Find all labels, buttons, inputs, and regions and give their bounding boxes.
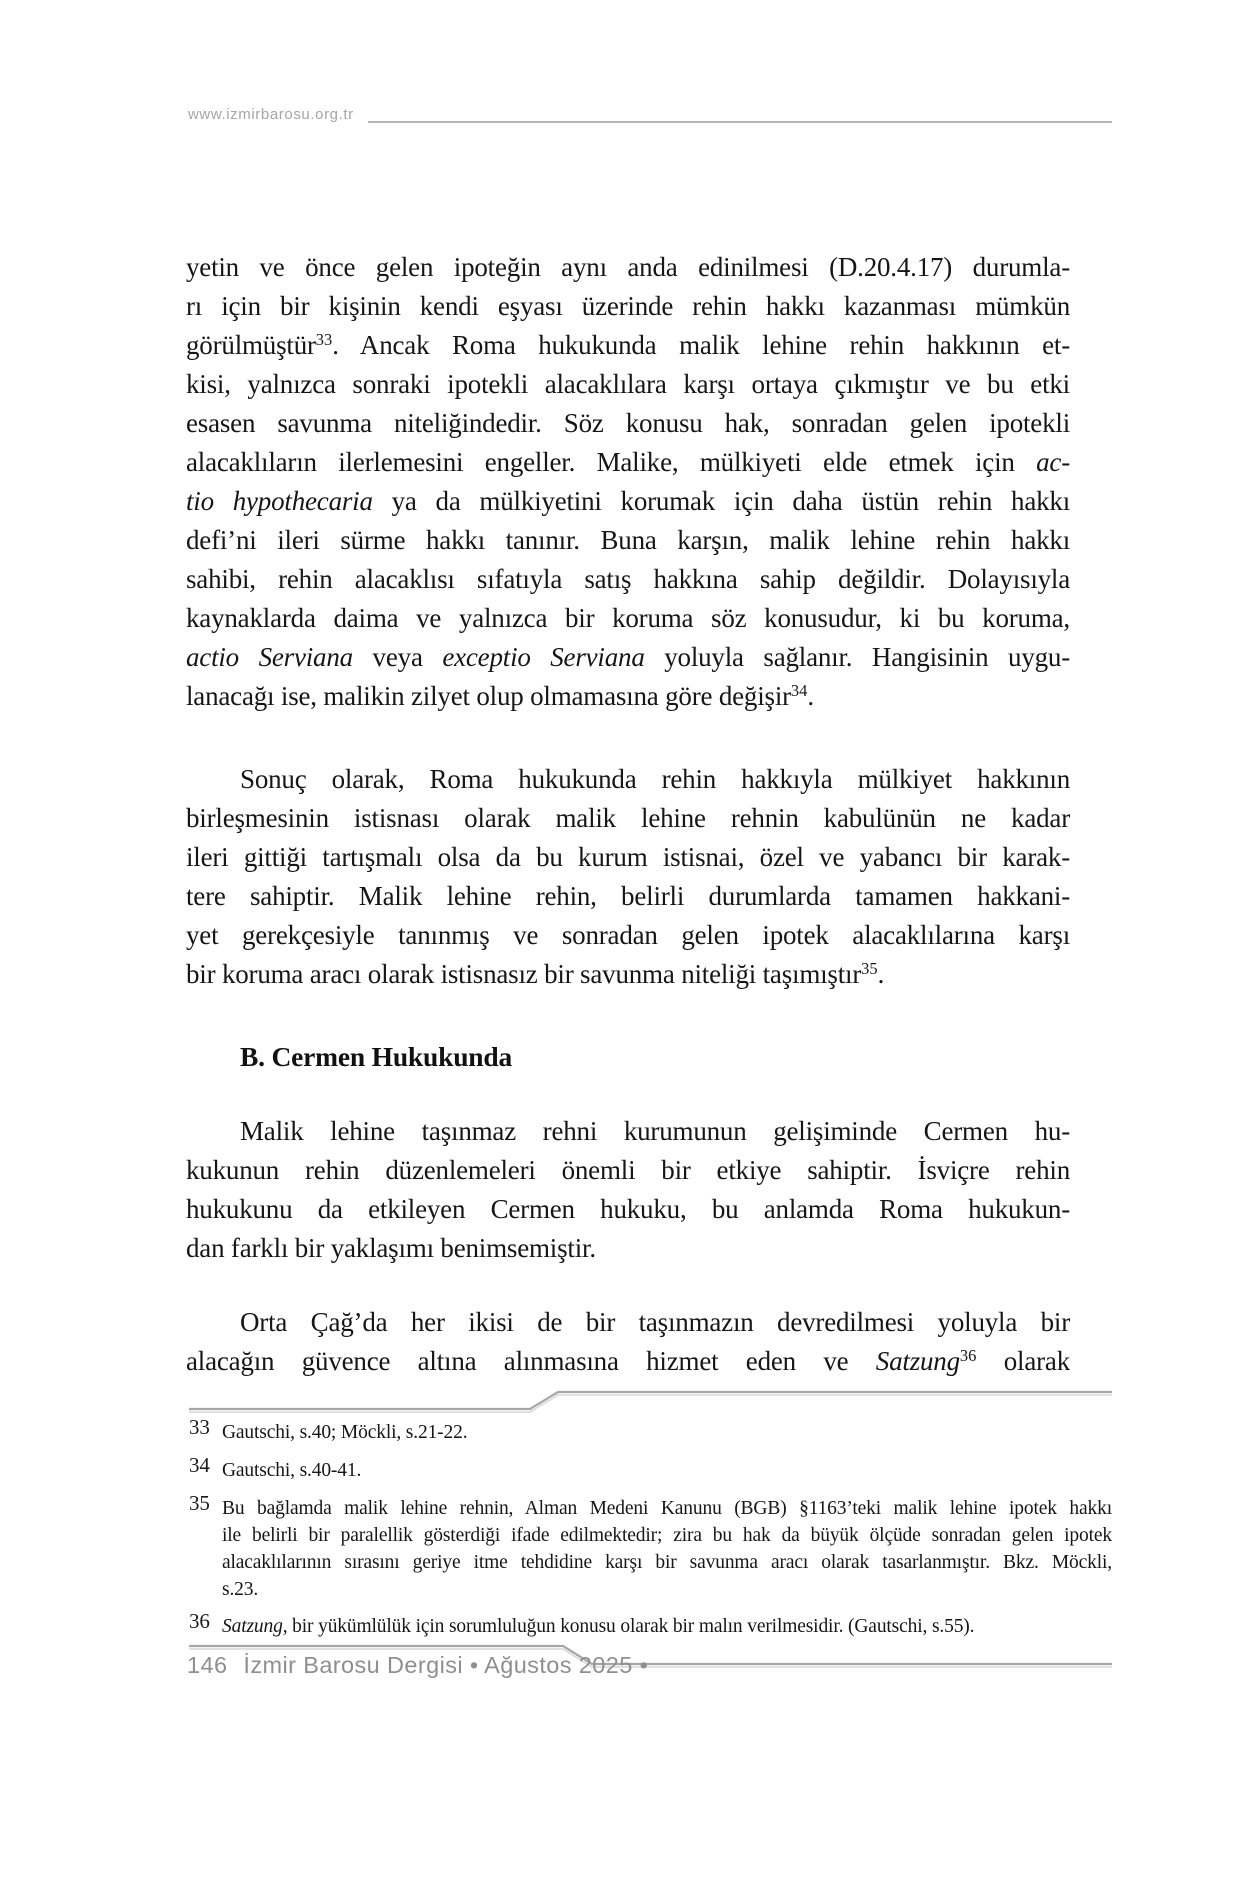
footnote-36 xyxy=(189,1609,1112,1640)
text-run: defi’ni ileri sürme hakkı tanınır. Buna karşın, malik lehine rehin hakkı xyxy=(186,525,1070,555)
text-line xyxy=(186,326,1070,365)
footnote-ref: 34 xyxy=(790,681,808,701)
text-line xyxy=(186,248,1070,287)
page-number: 146 xyxy=(187,1652,228,1678)
text-run: veya xyxy=(352,642,443,672)
text-line xyxy=(186,638,1070,677)
text-line xyxy=(186,1151,1070,1190)
text-line xyxy=(186,1190,1070,1229)
text-run: yet gerekçesiyle tanınmış ve sonradan gelen ipotek alacaklılarına karşı xyxy=(186,920,1070,950)
footnote-divider-echo xyxy=(189,1395,1112,1412)
text-line xyxy=(186,482,1070,521)
text-run: Gautschi, s.40; Möckli, s.21-22. xyxy=(222,1422,468,1443)
text-run: . xyxy=(807,681,814,711)
text-run: görülmüştür xyxy=(186,330,316,360)
text-line xyxy=(222,1549,1112,1576)
text-run: lanacağı ise, malikin zilyet olup olmamasına göre değişir xyxy=(186,681,791,711)
text-run: alacağın güvence altına alınmasına hizmet eden ve xyxy=(186,1346,876,1376)
text-run: hukukunu da etkileyen Cermen hukuku, bu anlamda Roma hukukun- xyxy=(186,1194,1070,1224)
text-line xyxy=(186,404,1070,443)
footnote-35 xyxy=(189,1491,1112,1603)
text-line xyxy=(186,560,1070,599)
header-rule xyxy=(368,121,1112,123)
footnote-text xyxy=(222,1495,1112,1603)
footnote-divider-line xyxy=(189,1392,1112,1409)
italic-run: ac- xyxy=(1036,447,1070,477)
text-line xyxy=(186,760,1070,799)
footnote-text xyxy=(222,1613,1112,1640)
italic-run: Satzung, xyxy=(222,1616,288,1637)
text-run: . Ancak Roma hukukunda malik lehine rehin hakkının et- xyxy=(332,330,1070,360)
text-line xyxy=(186,365,1070,404)
website-url: www.izmirbarosu.org.tr xyxy=(188,106,354,123)
paragraph-1 xyxy=(186,248,1070,716)
footnote-number: 33 xyxy=(189,1415,210,1439)
footnote-number: 34 xyxy=(189,1453,210,1477)
section-heading: B. Cermen Hukukunda xyxy=(240,1041,513,1072)
text-line xyxy=(186,955,1070,994)
text-run: rı için bir kişinin kendi eşyası üzerinde rehin hakkı kazanması mümkün xyxy=(186,291,1070,321)
footnote-number: 35 xyxy=(189,1491,210,1515)
footnote-33 xyxy=(189,1415,1112,1446)
footnote-ref: 36 xyxy=(959,1346,977,1366)
footnote-ref: 33 xyxy=(315,330,333,350)
footnote-text xyxy=(222,1457,1112,1484)
text-run: Sonuç olarak, Roma hukukunda rehin hakkıyla mülkiyet hakkının xyxy=(240,764,1070,794)
text-run: . xyxy=(877,959,885,989)
text-line xyxy=(222,1613,1112,1640)
italic-run: Satzung xyxy=(875,1346,960,1376)
paragraph-3 xyxy=(186,1112,1070,1268)
text-line xyxy=(186,916,1070,955)
text-line xyxy=(222,1457,1112,1484)
journal-title: İzmir Barosu Dergisi • Ağustos 2025 • xyxy=(243,1652,649,1678)
text-line xyxy=(222,1419,1112,1446)
text-run: yetin ve önce gelen ipoteğin aynı anda edinilmesi (D.20.4.17) durumla- xyxy=(186,252,1070,282)
text-run: sahibi, rehin alacaklısı sıfatıyla satış hakkına sahip değildir. Dolayısıyla xyxy=(186,564,1070,594)
text-run: bir koruma aracı olarak istisnasız bir savunma niteliği taşımıştır xyxy=(186,959,862,989)
text-line xyxy=(186,877,1070,916)
text-line xyxy=(186,1112,1070,1151)
text-run: ile belirli bir paralellik gösterdiği ifade edilmektedir; zira bu hak da büyük ölçüde sonradan gelen ipotek xyxy=(222,1525,1112,1546)
paragraph-4 xyxy=(186,1303,1070,1381)
paragraph-2 xyxy=(186,760,1070,994)
text-run: alacaklıların ilerlemesini engeller. Malike, mülkiyeti elde etmek için xyxy=(186,447,1037,477)
text-run: olarak xyxy=(976,1346,1070,1376)
text-line xyxy=(186,443,1070,482)
text-run: Orta Çağ’da her ikisi de bir taşınmazın devredilmesi yoluyla bir xyxy=(240,1307,1070,1337)
text-run: kisi, yalnızca sonraki ipotekli alacaklılara karşı ortaya çıkmıştır ve bu etki xyxy=(186,369,1070,399)
text-line xyxy=(186,838,1070,877)
italic-run: exceptio Serviana xyxy=(442,642,645,672)
text-run: s.23. xyxy=(222,1579,259,1600)
text-line xyxy=(186,1342,1070,1381)
text-line xyxy=(186,599,1070,638)
text-line xyxy=(222,1522,1112,1549)
text-run: yoluyla sağlanır. Hangisinin uygu- xyxy=(644,642,1070,672)
text-run: kukunun rehin düzenlemeleri önemli bir etkiye sahiptir. İsviçre rehin xyxy=(186,1155,1070,1185)
text-run: ileri gittiği tartışmalı olsa da bu kurum istisnai, özel ve yabancı bir karak- xyxy=(186,842,1070,872)
text-line xyxy=(186,677,1070,716)
text-run: alacaklılarının sırasını geriye itme tehdidine karşı bir savunma aracı olarak tasarlanmıştır. Bkz. Möckli, xyxy=(222,1552,1112,1573)
footnote-34 xyxy=(189,1453,1112,1484)
text-line xyxy=(186,1303,1070,1342)
text-line xyxy=(222,1495,1112,1522)
page-footer xyxy=(187,1652,648,1679)
text-run: birleşmesinin istisnası olarak malik lehine rehnin kabulünün ne kadar xyxy=(186,803,1070,833)
italic-run: actio Serviana xyxy=(186,642,353,672)
text-run: Gautschi, s.40-41. xyxy=(222,1460,362,1481)
footnote-ref: 35 xyxy=(861,959,878,979)
text-run: bir yükümlülük için sorumluluğun konusu olarak bir malın verilmesidir. (Gautschi, s.55). xyxy=(287,1616,975,1637)
text-line xyxy=(186,521,1070,560)
text-run: Bu bağlamda malik lehine rehnin, Alman Medeni Kanunu (BGB) §1163’teki malik lehine ipotek hakkı xyxy=(222,1498,1112,1519)
text-run: tere sahiptir. Malik lehine rehin, belirli durumlarda tamamen hakkani- xyxy=(186,881,1070,911)
text-line xyxy=(186,1229,1070,1268)
text-run: kaynaklarda daima ve yalnızca bir koruma söz konusudur, ki bu koruma, xyxy=(186,603,1070,633)
text-line xyxy=(186,287,1070,326)
text-run: ya da mülkiyetini korumak için daha üstün rehin hakkı xyxy=(372,486,1070,516)
italic-run: tio hypothecaria xyxy=(186,486,373,516)
text-line xyxy=(186,799,1070,838)
text-run: Malik lehine taşınmaz rehni kurumunun gelişiminde Cermen hu- xyxy=(240,1116,1070,1146)
footnote-number: 36 xyxy=(189,1609,210,1633)
text-line xyxy=(222,1576,1112,1603)
text-run: esasen savunma niteliğindedir. Söz konusu hak, sonradan gelen ipotekli xyxy=(186,408,1070,438)
footnote-text xyxy=(222,1419,1112,1446)
text-run: dan farklı bir yaklaşımı benimsemiştir. xyxy=(186,1233,596,1263)
